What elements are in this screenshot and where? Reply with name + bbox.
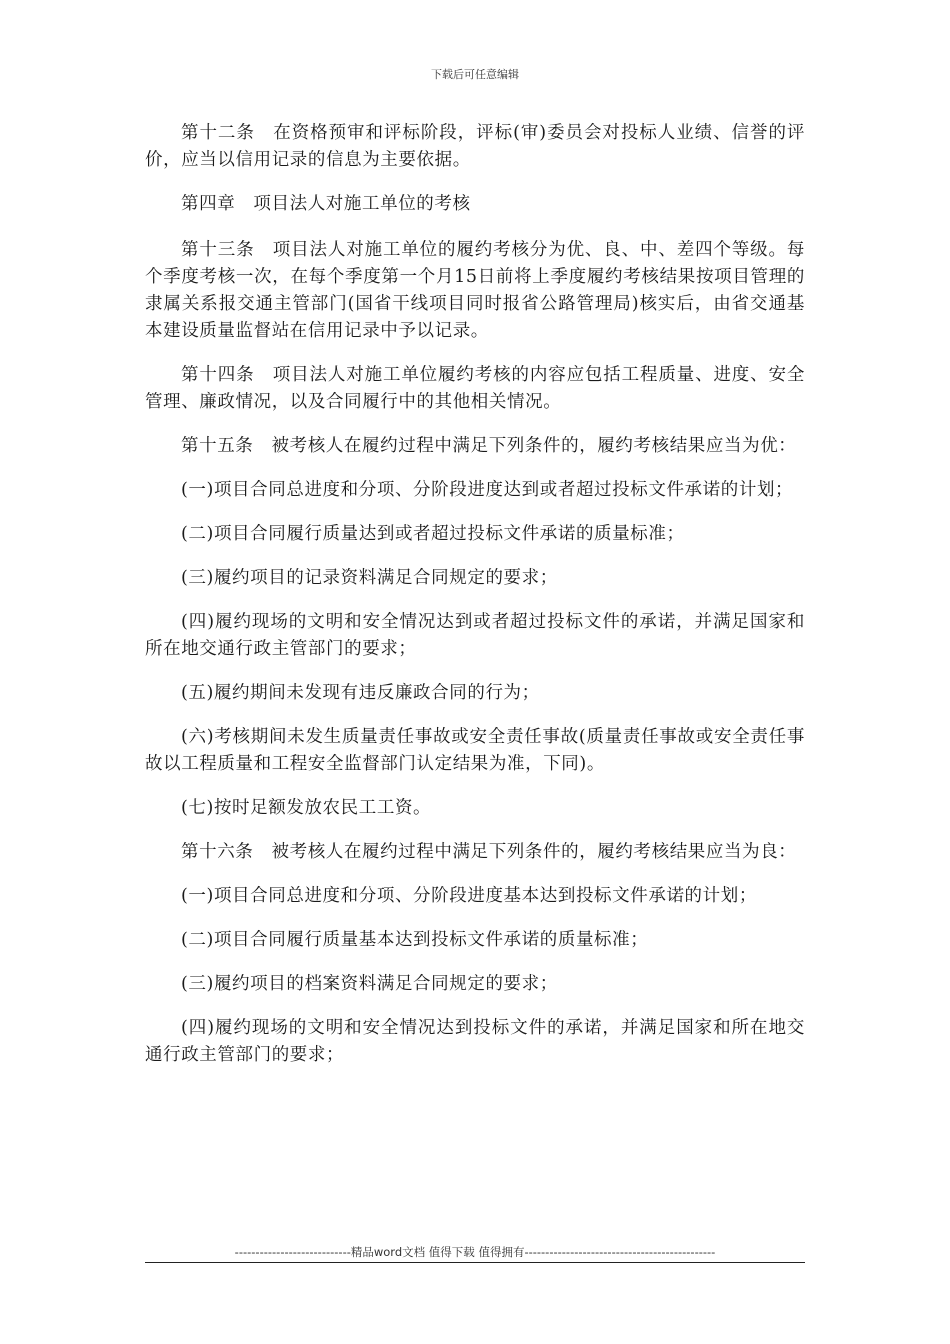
page-footer-note: ----------------------------精品word文档 值得下载 值得拥有----------------------------------------------	[234, 1245, 716, 1259]
article-15-item-4: (四)履约现场的文明和安全情况达到或者超过投标文件的承诺，并满足国家和所在地交通行政主管部门的要求；	[145, 612, 805, 659]
article-15-item-2: (二)项目合同履行质量达到或者超过投标文件承诺的质量标准；	[181, 524, 685, 544]
article-12-paragraph: 第十二条 在资格预审和评标阶段，评标(审)委员会对投标人业绩、信誉的评价，应当以信用记录的信息为主要依据。	[145, 123, 805, 170]
article-15-item-6: (六)考核期间未发生质量责任事故或安全责任事故(质量责任事故或安全责任事故以工程质量和工程安全监督部门认定结果为准，下同)。	[145, 727, 805, 774]
article-15-item-1: (一)项目合同总进度和分项、分阶段进度达到或者超过投标文件承诺的计划；	[181, 480, 794, 500]
article-16-item-1: (一)项目合同总进度和分项、分阶段进度基本达到投标文件承诺的计划；	[181, 886, 757, 906]
article-16-item-4: (四)履约现场的文明和安全情况达到投标文件的承诺，并满足国家和所在地交通行政主管部门的要求；	[145, 1018, 805, 1065]
page-header-note: 下载后可任意编辑	[431, 68, 519, 81]
article-15-item-3: (三)履约项目的记录资料满足合同规定的要求；	[181, 568, 558, 588]
article-15-item-5: (五)履约期间未发现有违反廉政合同的行为；	[181, 683, 540, 703]
footer-divider	[145, 1262, 805, 1263]
article-15-item-7: (七)按时足额发放农民工工资。	[181, 798, 432, 818]
article-15-paragraph: 第十五条 被考核人在履约过程中满足下列条件的，履约考核结果应当为优：	[181, 436, 797, 456]
article-16-paragraph: 第十六条 被考核人在履约过程中满足下列条件的，履约考核结果应当为良：	[181, 842, 797, 862]
article-16-item-3: (三)履约项目的档案资料满足合同规定的要求；	[181, 974, 558, 994]
article-14-paragraph: 第十四条 项目法人对施工单位履约考核的内容应包括工程质量、进度、安全管理、廉政情况，以及合同履行中的其他相关情况。	[145, 365, 805, 412]
article-13-paragraph: 第十三条 项目法人对施工单位的履约考核分为优、良、中、差四个等级。每个季度考核一次，在每个季度第一个月15日前将上季度履约考核结果按项目管理的隶属关系报交通主管部门(国省干线项目同时报省公路管理局)核实后，由省交通基本建设质量监督站在信用记录中予以记录。	[145, 240, 805, 341]
document-body	[145, 120, 805, 1086]
article-16-item-2: (二)项目合同履行质量基本达到投标文件承诺的质量标准；	[181, 930, 649, 950]
chapter-4-heading: 第四章 项目法人对施工单位的考核	[181, 194, 471, 214]
